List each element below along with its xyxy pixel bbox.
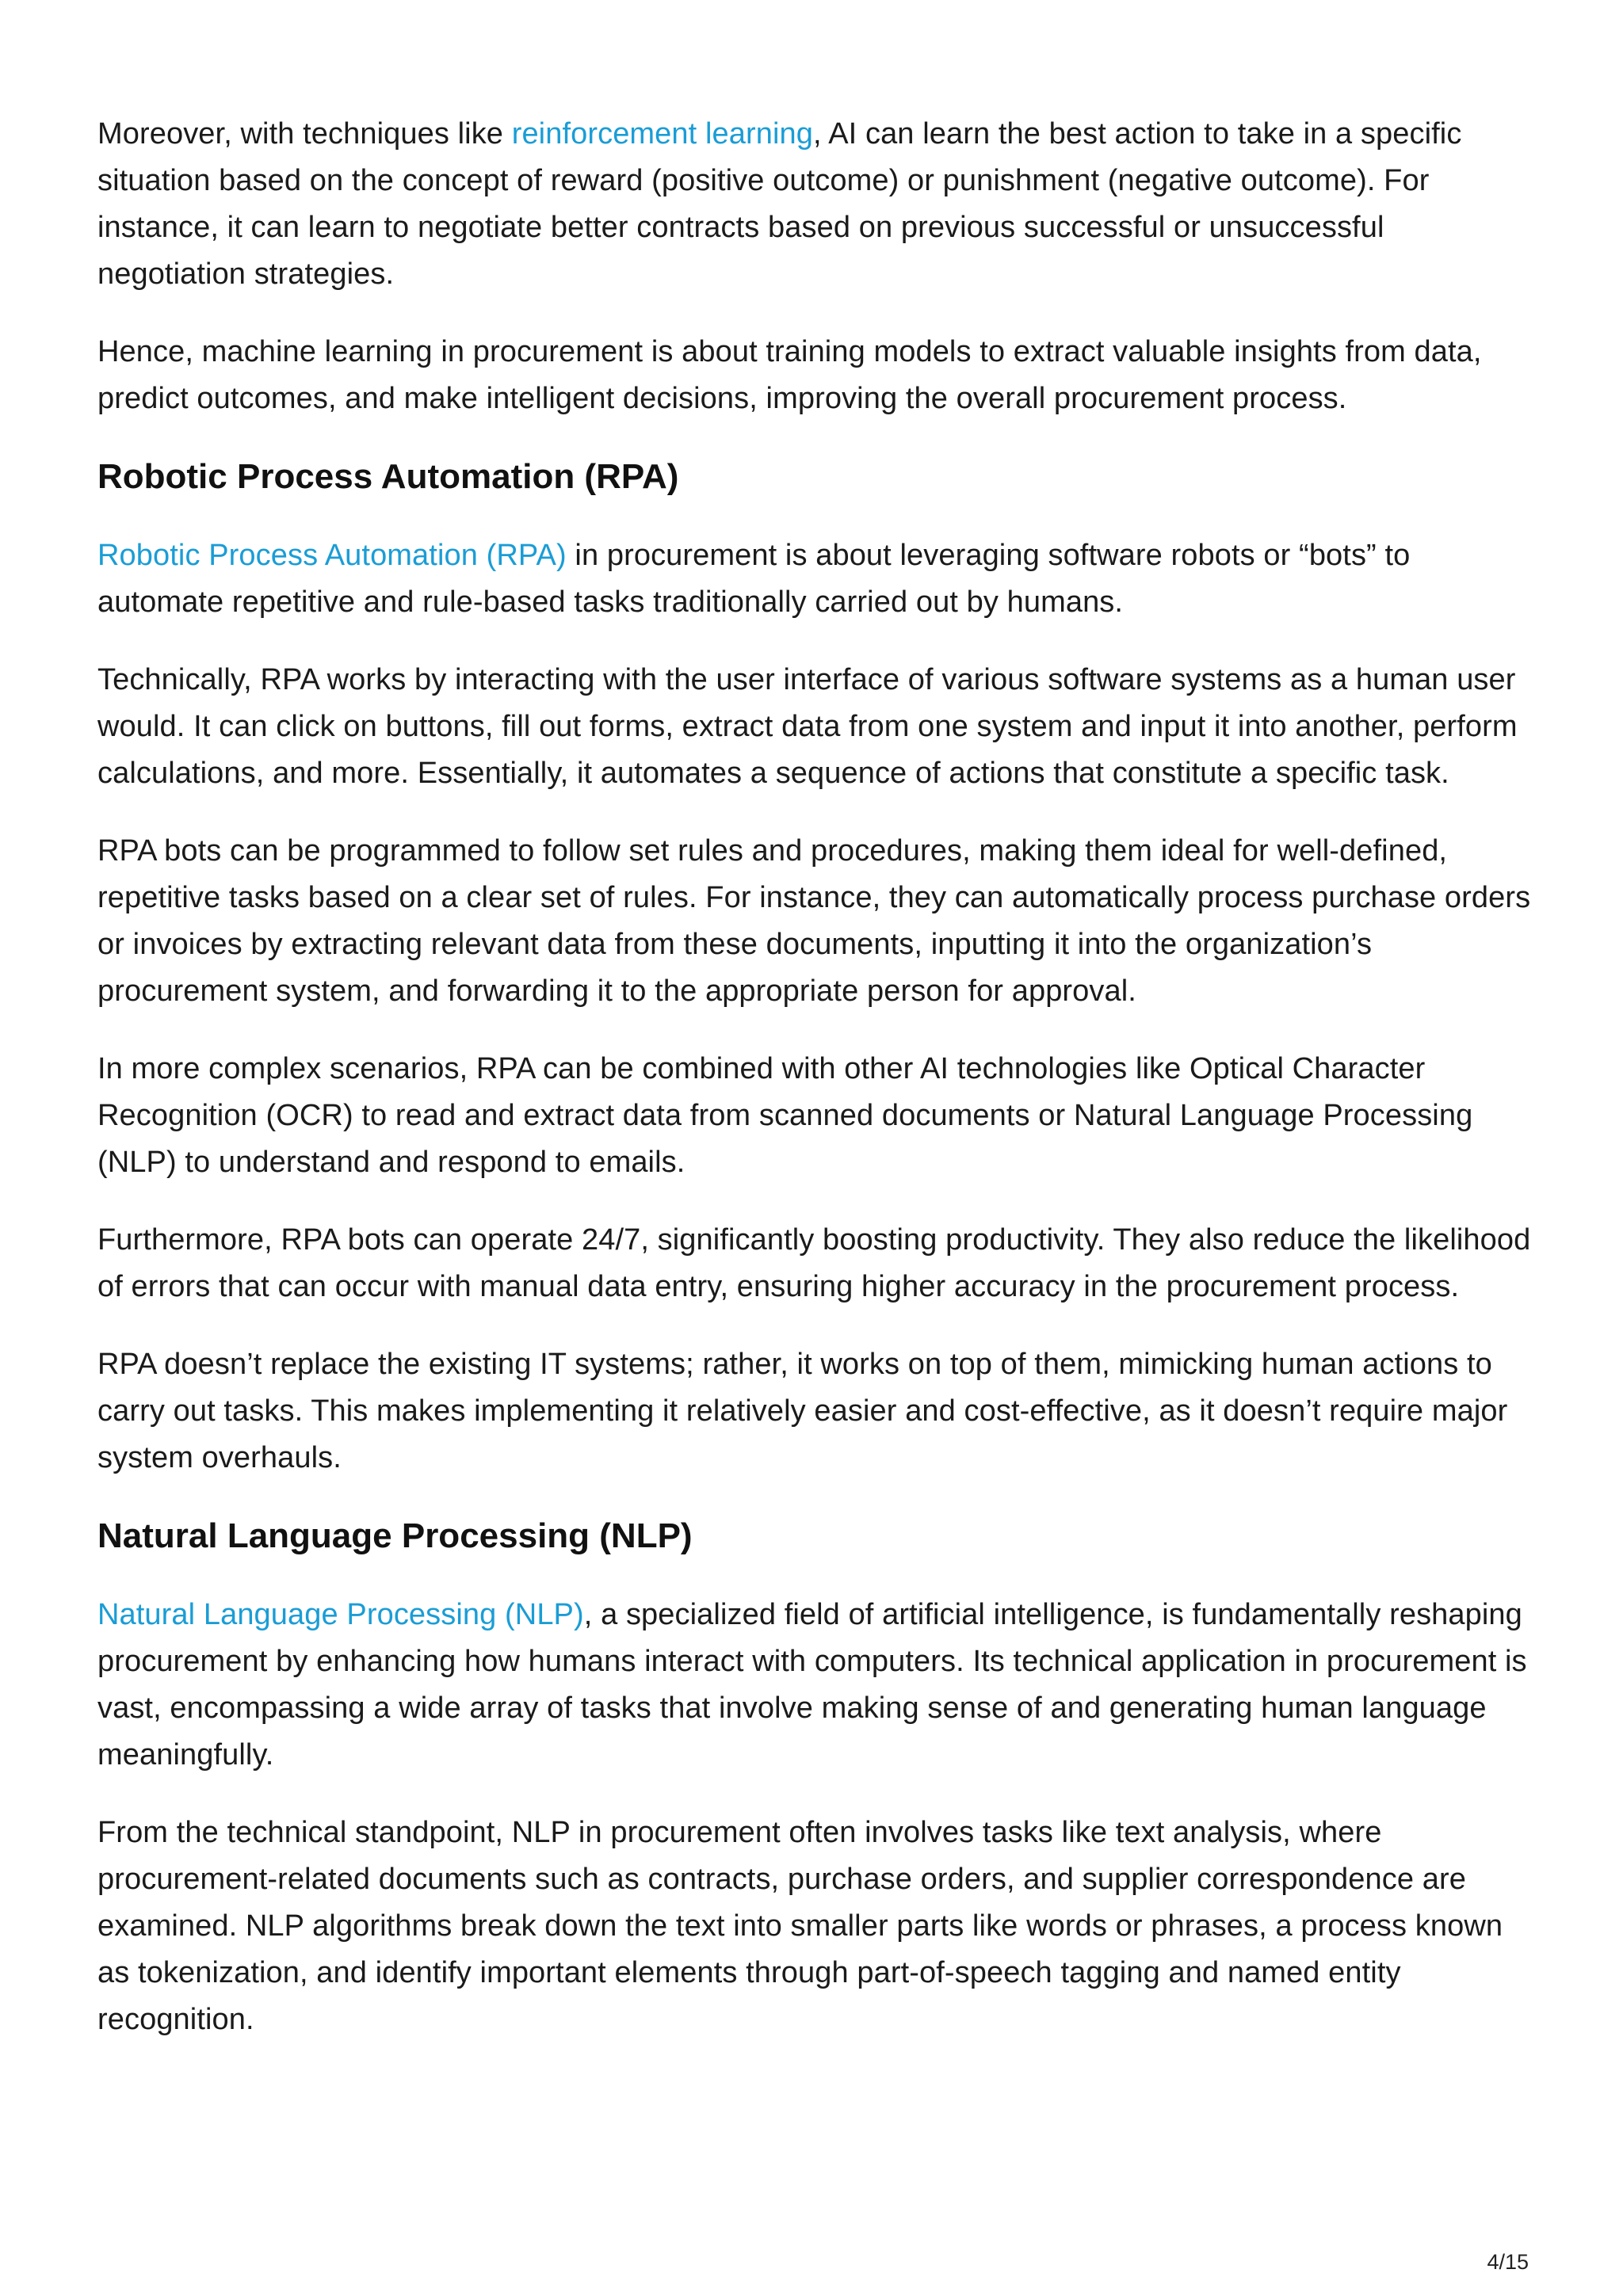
paragraph-nlp-intro: [97, 1592, 1540, 1779]
paragraph-machine-learning-summary: Hence, machine learning in procurement is about training models to extract valuable insights from data, predict outcomes, and make intelligent decisions, improving the overall procurement process.: [97, 335, 1482, 415]
paragraph-rpa-rules: RPA bots can be programmed to follow set rules and procedures, making them ideal for well-defined, repetitive tasks based on a clear set of rules. For instance, they can automatically process purchase orders or invoices by extracting relevant data from these documents, inputting it into the organization’s procurement system, and forwarding it to the appropriate person for approval.: [97, 834, 1531, 1008]
paragraph-text: , a specialized field of artificial intelligence, is fundamentally reshaping procurement by enhancing how humans interact with computers. Its technical application in procurement is vast, encompassing a wide array of tasks that involve making sense of and generating human language meaningfully.: [97, 1598, 1527, 1772]
reinforcement-learning-link[interactable]: reinforcement learning: [511, 117, 813, 151]
rpa-link[interactable]: Robotic Process Automation (RPA): [97, 539, 567, 572]
nlp-link[interactable]: Natural Language Processing (NLP): [97, 1598, 584, 1631]
rpa-heading: Robotic Process Automation (RPA): [97, 457, 679, 496]
paragraph-text: , AI can learn the best action to take in a specific situation based on the concept of reward (positive outcome) or punishment (negative outcome). For instance, it can learn to negotiate better contracts based on previous successful or unsuccessful negotiation strategies.: [97, 117, 1462, 291]
paragraph-rpa-complex: In more complex scenarios, RPA can be combined with other AI technologies like Optical Character Recognition (OCR) to read and extract data from scanned documents or Natural Language Processing (NLP) to understand and respond to emails.: [97, 1052, 1473, 1179]
paragraph-text: in procurement is about leveraging software robots or “bots” to automate repetitive and rule-based tasks traditionally carried out by humans.: [97, 539, 1411, 619]
paragraph-rpa-intro: [97, 532, 1540, 626]
page-number: 4/15: [1487, 2250, 1529, 2274]
paragraph-text: Moreover, with techniques like: [97, 117, 512, 151]
paragraph-rpa-technical: Technically, RPA works by interacting with the user interface of various software systems as a human user would. It can click on buttons, fill out forms, extract data from one system and input it into another, perform calculations, and more. Essentially, it automates a sequence of actions that constitute a specific task.: [97, 663, 1518, 790]
paragraph-rpa-productivity: Furthermore, RPA bots can operate 24/7, significantly boosting productivity. They also reduce the likelihood of errors that can occur with manual data entry, ensuring higher accuracy in the procurement process.: [97, 1223, 1531, 1303]
paragraph-rpa-it-systems: RPA doesn’t replace the existing IT systems; rather, it works on top of them, mimicking human actions to carry out tasks. This makes implementing it relatively easier and cost-effective, as it doesn’t require major system overhauls.: [97, 1348, 1508, 1474]
paragraph-nlp-technical: From the technical standpoint, NLP in procurement often involves tasks like text analysis, where procurement-related documents such as contracts, purchase orders, and supplier correspondence are examined. NLP algorithms break down the text into smaller parts like words or phrases, a process known as tokenization, and identify important elements through part-of-speech tagging and named entity recognition.: [97, 1816, 1503, 2036]
paragraph-reinforcement-learning: [97, 111, 1540, 298]
nlp-heading: Natural Language Processing (NLP): [97, 1516, 693, 1555]
document-page: [97, 111, 1540, 2074]
